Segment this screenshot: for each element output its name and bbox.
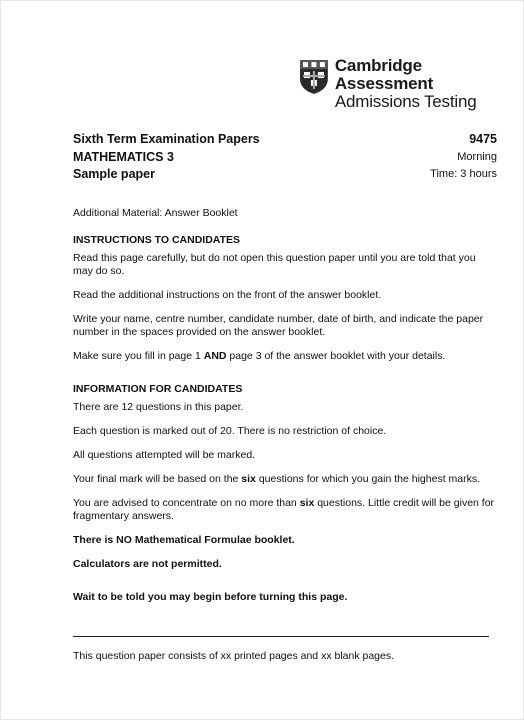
information-4-part-c: questions for which you gain the highest marks. <box>255 473 481 485</box>
information-5-part-a: You are advised to concentrate on no more than <box>73 497 300 509</box>
instruction-2: Read the additional instructions on the front of the answer booklet. <box>73 289 382 301</box>
paper-type: Sample paper <box>73 167 155 181</box>
cambridge-shield-icon <box>299 59 329 95</box>
additional-material: Additional Material: Answer Booklet <box>73 207 238 219</box>
logo-line-1: Cambridge Assessment <box>334 56 434 93</box>
logo-line-2: Admissions Testing <box>334 92 477 111</box>
instruction-4-part-c: page 3 of the answer booklet with your details. <box>226 350 446 362</box>
paper-meta-block <box>430 131 497 184</box>
horizontal-rule <box>73 636 489 637</box>
information-5-emphasis: six <box>299 497 315 509</box>
instruction-1: Read this page carefully, but do not open this question paper until you are told that you may do so. <box>73 252 476 277</box>
cover-content <box>73 207 497 615</box>
instruction-4 <box>73 350 497 363</box>
page-count-note: This question paper consists of xx printed pages and xx blank pages. <box>73 650 395 662</box>
paper-code: 9475 <box>469 132 497 146</box>
cambridge-logo <box>299 57 523 111</box>
paper-subject: MATHEMATICS 3 <box>73 149 174 164</box>
instruction-4-emphasis: AND <box>203 350 227 362</box>
instruction-4-part-a: Make sure you fill in page 1 <box>73 350 204 362</box>
information-4-part-a: Your final mark will be based on the <box>73 473 242 485</box>
paper-title-block <box>73 131 260 184</box>
information-1: There are 12 questions in this paper. <box>73 401 244 413</box>
paper-duration: Time: 3 hours <box>430 168 497 180</box>
information-4 <box>73 473 497 486</box>
paper-session: Morning <box>457 150 497 163</box>
information-7: Calculators are not permitted. <box>73 558 222 570</box>
information-4-emphasis: six <box>241 473 256 485</box>
information-3: All questions attempted will be marked. <box>73 449 256 461</box>
information-5 <box>73 497 497 523</box>
information-6: There is NO Mathematical Formulae booklet. <box>73 534 295 546</box>
instruction-3: Write your name, centre number, candidate number, date of birth, and indicate the paper number in the spaces provided on the answer booklet. <box>73 313 484 338</box>
paper-series-title: Sixth Term Examination Papers <box>73 132 260 146</box>
information-2: Each question is marked out of 20. There is no restriction of choice. <box>73 425 387 437</box>
wait-notice: Wait to be told you may begin before turning this page. <box>73 591 348 603</box>
instructions-heading: INSTRUCTIONS TO CANDIDATES <box>73 234 241 246</box>
information-5-part-c: questions. Little credit will be given for fragmentary answers. <box>73 497 495 522</box>
information-heading: INFORMATION FOR CANDIDATES <box>73 383 243 395</box>
